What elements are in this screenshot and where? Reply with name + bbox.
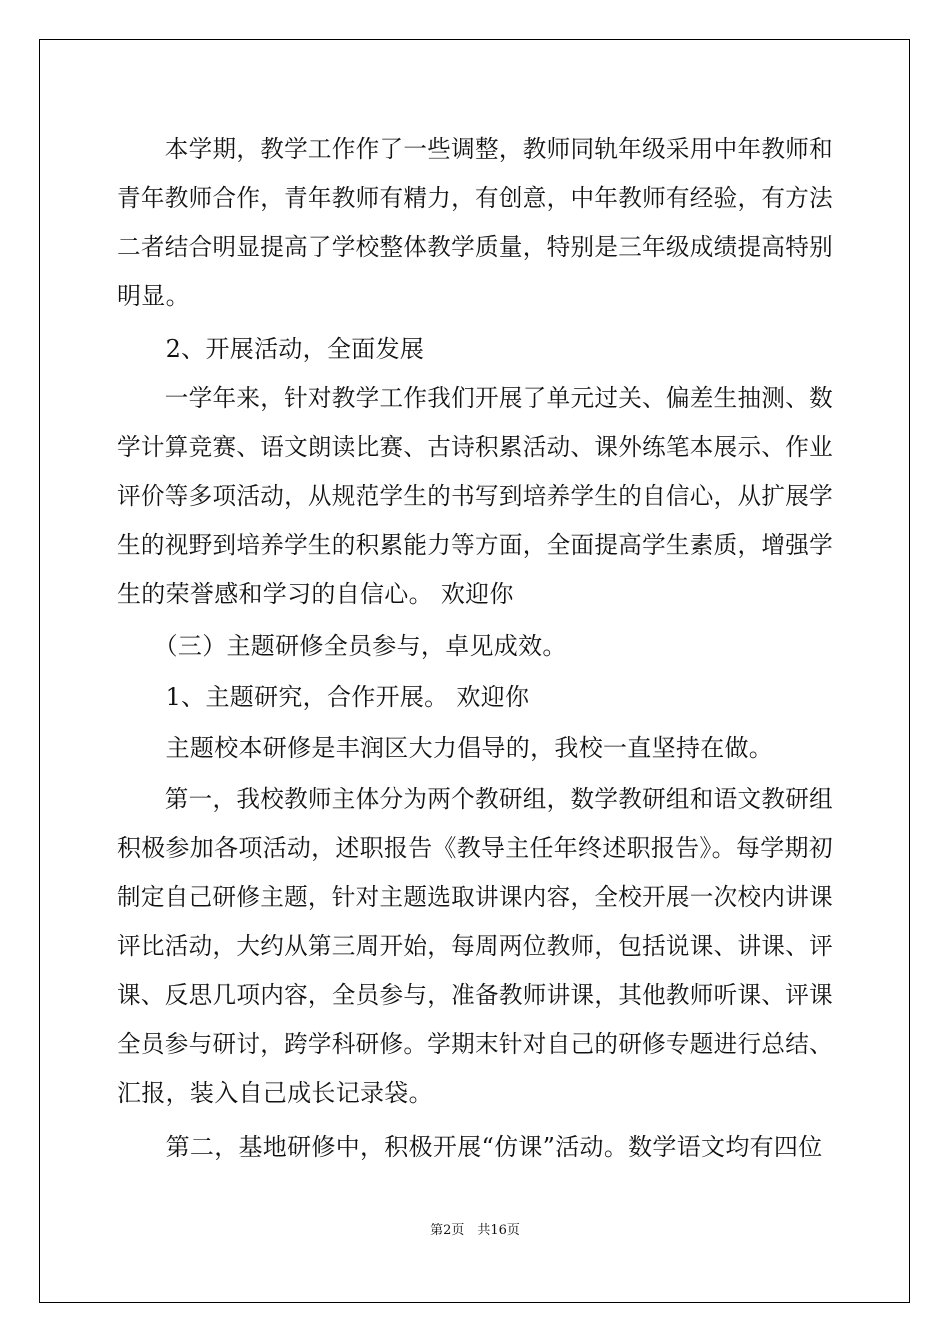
text-line: 明显。 (117, 282, 190, 310)
text-line: 本学期，教学工作作了一些调整，教师同轨年级采用中年教师和 (117, 135, 833, 163)
text-line: 评比活动，大约从第三周开始，每周两位教师，包括说课、讲课、评 (117, 932, 833, 960)
text-line: 汇报，装入自己成长记录袋。 (117, 1079, 433, 1107)
text-line: 生的视野到培养学生的积累能力等方面，全面提高学生素质，增强学 (117, 531, 833, 559)
text-line: 青年教师合作，青年教师有精力，有创意，中年教师有经验，有方法 (117, 184, 833, 212)
text-line: 生的荣誉感和学习的自信心。 欢迎你 (117, 580, 514, 608)
text-line: 评价等多项活动，从规范学生的书写到培养学生的自信心，从扩展学 (117, 482, 833, 510)
text-line: 全员参与研讨，跨学科研修。学期末针对自己的研修专题进行总结、 (117, 1030, 833, 1058)
text-line: 一学年来，针对教学工作我们开展了单元过关、偏差生抽测、数 (117, 384, 833, 412)
page-border (39, 39, 910, 1303)
text-line: （三）主题研修全员参与，卓见成效。 (117, 632, 567, 660)
text-line: 课、反思几项内容，全员参与，准备教师讲课，其他教师听课、评课 (117, 981, 833, 1009)
text-line: 积极参加各项活动，述职报告《教导主任年终述职报告》。每学期初 (117, 834, 833, 862)
text-line: 第二，基地研修中，积极开展“仿课”活动。数学语文均有四位 (117, 1133, 823, 1161)
text-line: 主题校本研修是丰润区大力倡导的，我校一直坚持在做。 (117, 734, 774, 762)
text-line: 1、主题研究，合作开展。 欢迎你 (117, 683, 530, 711)
text-line: 2、开展活动，全面发展 (117, 335, 425, 363)
text-line: 学计算竞赛、语文朗读比赛、古诗积累活动、课外练笔本展示、作业 (117, 433, 833, 461)
text-line: 二者结合明显提高了学校整体教学质量，特别是三年级成绩提高特别 (117, 233, 833, 261)
text-line: 第一，我校教师主体分为两个教研组，数学教研组和语文教研组 (117, 785, 833, 813)
text-line: 制定自己研修主题，针对主题选取讲课内容，全校开展一次校内讲课 (117, 883, 833, 911)
page-footer: 第2页 共16页 (430, 1223, 520, 1238)
